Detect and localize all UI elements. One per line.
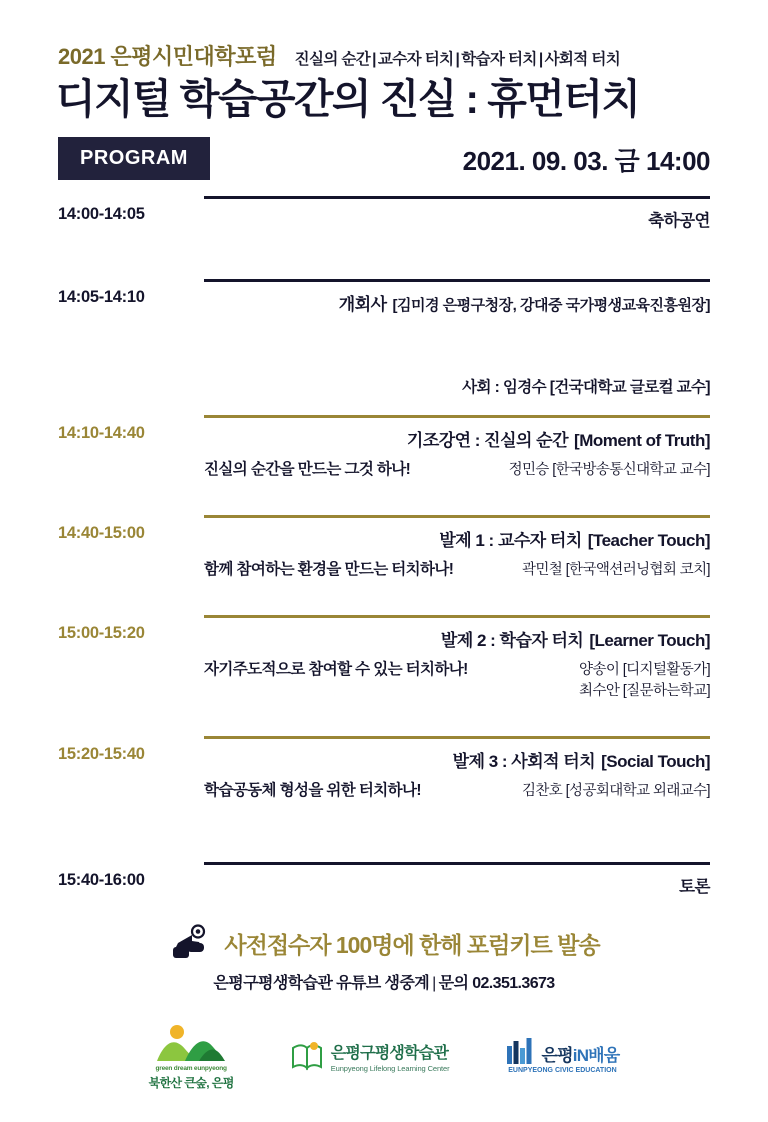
llc-logo-name: 은평구평생학습관	[330, 1044, 448, 1062]
eunpyeong-lifelong-learning-center-logo	[290, 1040, 450, 1073]
program-row-time: 14:05-14:10	[58, 288, 145, 307]
program-row-speakers	[522, 781, 710, 802]
kicker-sep-0: |	[372, 51, 376, 68]
kicker-sub-item-3: 사회적 터치	[544, 51, 621, 68]
notice-main-row	[168, 923, 599, 963]
program-row-time: 15:00-15:20	[58, 624, 145, 643]
program-row-time: 14:00-14:05	[58, 205, 145, 224]
forum-kicker-subtitle	[295, 47, 621, 69]
books-icon	[506, 1038, 536, 1064]
program-row-speakers	[522, 560, 710, 581]
speaker-item: 양송이 [디지털활동가]	[579, 662, 710, 679]
program-row-subtitle: 학습공동체 형성을 위한 터치하나!	[204, 782, 421, 800]
program-row	[58, 196, 710, 231]
bukhansan-logo	[149, 1021, 234, 1090]
speaker-item: 곽민철 [한국액션러닝협회 코치]	[521, 562, 710, 579]
program-row-title: 발제 1 : 교수자 터치	[439, 531, 582, 551]
logo-strip	[58, 1021, 710, 1090]
bukhansan-logo-sub: green dream eunpyeong	[155, 1065, 227, 1073]
program-row-speakers	[509, 460, 710, 481]
bukhansan-logo-name: 북한산 큰숲, 은평	[148, 1075, 234, 1090]
civic-logo-name	[542, 1047, 620, 1064]
civic-logo-name-b: iN배움	[572, 1046, 620, 1066]
open-book-icon	[290, 1040, 324, 1072]
notice-sub-row	[213, 970, 554, 993]
program-row-title: 발제 2 : 학습자 터치	[440, 631, 584, 651]
program-row-title: 발제 3 : 사회적 터치	[452, 752, 596, 772]
program-row-title-detail: [김미경 은평구청장, 강대중 국가평생교육진흥원장]	[392, 297, 710, 315]
event-date: 2021. 09. 03. 금 14:00	[462, 146, 710, 177]
program-row-speakers	[579, 660, 710, 702]
civic-logo-sub: EUNPYEONG CIVIC EDUCATION	[508, 1067, 617, 1075]
program-badge: PROGRAM	[58, 137, 210, 180]
llc-logo-sub: Eunpyeong Lifelong Learning Center	[330, 1063, 450, 1073]
speaker-item: 정민승 [한국방송통신대학교 교수]	[508, 462, 710, 479]
program-row-detail	[58, 657, 710, 702]
eunpyeong-civic-education-logo	[506, 1038, 620, 1074]
notice-sub-separator: |	[432, 975, 436, 993]
program-row	[58, 862, 710, 897]
program-row-title: 개회사	[338, 295, 387, 315]
kicker-sub-item-1: 교수자 터치	[377, 51, 454, 68]
program-row-detail	[58, 457, 710, 481]
kicker-sub-item-0: 진실의 순간	[294, 51, 371, 68]
program-row	[58, 736, 710, 802]
speaker-item: 최수안 [질문하는학교]	[579, 683, 710, 700]
program-row-time: 14:10-14:40	[58, 424, 145, 443]
program-row	[58, 279, 710, 315]
program-row-title: 기조강연 : 진실의 순간	[406, 431, 569, 451]
program-row-title: 축하공연	[648, 212, 710, 231]
program-row-title-en: [Learner Touch]	[589, 631, 710, 651]
speaker-item: 김찬호 [성공회대학교 외래교수]	[521, 783, 710, 800]
moderator-line: 사회 : 임경수 [건국대학교 글로컬 교수]	[462, 379, 710, 397]
program-row-detail	[58, 557, 710, 581]
civic-logo-name-a: 은평	[541, 1046, 573, 1066]
bukhansan-logo-mark	[155, 1021, 227, 1063]
kicker-sub-item-2: 학습자 터치	[461, 51, 537, 68]
program-row-title-en: [Teacher Touch]	[587, 531, 710, 551]
program-row-title-en: [Moment of Truth]	[574, 431, 710, 451]
page-title: 디지털 학습공간의 진실 : 휴먼터치	[56, 76, 640, 122]
kicker-sep-1: |	[455, 51, 460, 68]
kicker-sep-2: |	[538, 51, 543, 68]
program-row-detail	[58, 778, 710, 802]
program-row-subtitle: 함께 참여하는 환경을 만드는 터치하나!	[204, 561, 454, 579]
program-row-title-en: [Social Touch]	[601, 752, 710, 772]
forum-kicker: 2021 은평시민대학포럼	[58, 44, 277, 69]
program-badge-row	[58, 137, 710, 180]
program-row-time: 15:40-16:00	[58, 871, 145, 890]
program-row-time: 15:20-15:40	[58, 745, 145, 764]
program-row	[58, 515, 710, 581]
program-row	[58, 615, 710, 702]
program-row	[58, 415, 710, 481]
program-row-title: 토론	[679, 878, 710, 897]
program-row-subtitle: 진실의 순간을 만드는 그것 하나!	[204, 461, 411, 479]
program-row-subtitle: 자기주도적으로 참여할 수 있는 터치하나!	[204, 661, 468, 679]
program-row-time: 14:40-15:00	[58, 524, 145, 543]
hand-pointer-icon	[168, 923, 212, 963]
program-list	[58, 196, 710, 897]
notice-sub-left: 은평구평생학습관 유튜브 생중계	[213, 975, 430, 993]
header-kicker-row	[58, 40, 710, 71]
notice-block	[58, 923, 710, 993]
notice-main-text: 사전접수자 100명에 한해 포럼키트 발송	[224, 931, 600, 958]
notice-sub-right: 문의 02.351.3673	[438, 975, 555, 993]
